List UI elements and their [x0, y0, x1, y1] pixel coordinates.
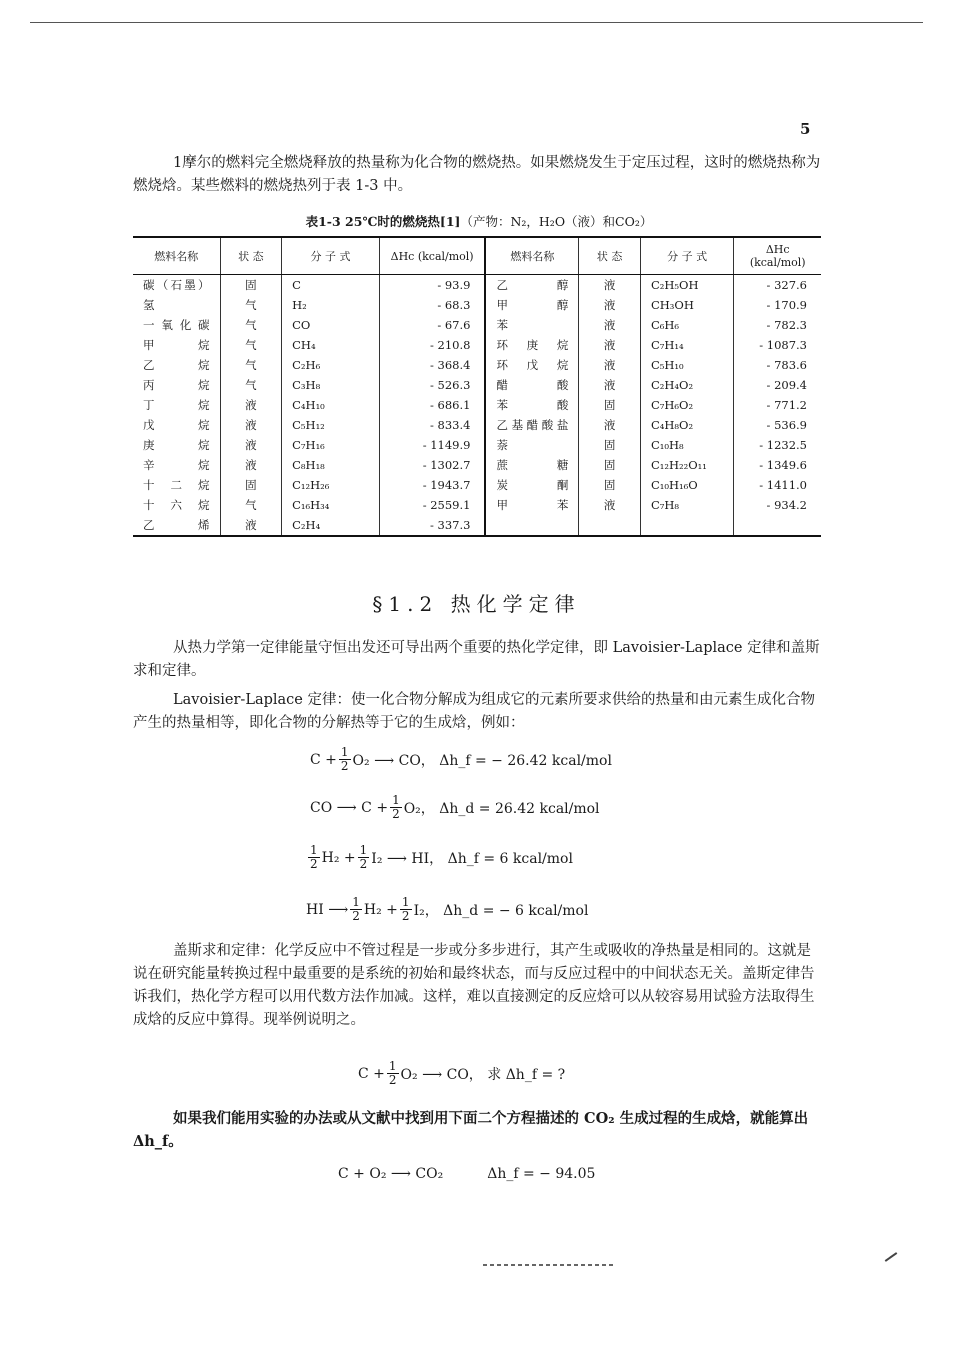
cell-formula: C₁₂H₂₆: [282, 475, 380, 495]
fraction: [308, 844, 320, 871]
fraction: [358, 844, 370, 871]
table-body: [133, 275, 821, 537]
cell-formula: C₄H₈O₂: [640, 415, 733, 435]
fraction-den: 2: [401, 909, 410, 923]
fraction-den: 2: [388, 1073, 397, 1087]
cell-name: 乙烯: [143, 518, 210, 532]
cell-name: 环戊烷: [485, 355, 578, 375]
table-row: [133, 515, 821, 536]
cell-state: 液: [579, 315, 641, 335]
cell-state: 液: [579, 355, 641, 375]
combustion-table: [133, 236, 821, 537]
header-formula: 分 子 式: [282, 237, 380, 275]
header-heat: ΔHc (kcal/mol): [734, 237, 821, 275]
table-row: [133, 415, 821, 435]
cell-formula: C₃H₈: [282, 375, 380, 395]
eq-text: I₂ ⟶ HI， Δh_f = 6 kcal/mol: [371, 850, 573, 867]
footer-dots: [483, 1264, 613, 1266]
caption-title: 表1-3 25℃时的燃烧热[1]: [305, 214, 461, 229]
table-caption: [133, 212, 825, 230]
header-fuel-name: 燃料名称: [133, 237, 220, 275]
cell-name: 甲醇: [485, 295, 578, 315]
table-row: [133, 315, 821, 335]
cell-name: 甲烷: [143, 338, 210, 352]
cell-formula: C₁₀H₁₆O: [640, 475, 733, 495]
cell-value: - 1232.5: [734, 435, 821, 455]
eq-text: C +: [358, 1065, 385, 1082]
cell-formula: C₈H₁₈: [282, 455, 380, 475]
eq-text: O₂ ⟶ CO， Δh_f = − 26.42 kcal/mol: [352, 752, 612, 769]
fraction-num: 1: [392, 793, 400, 807]
table-row: [133, 435, 821, 455]
table-row: [133, 395, 821, 415]
cell-name: 丙烷: [143, 378, 210, 392]
cell-value: - 934.2: [734, 495, 821, 515]
table-row: [133, 275, 821, 296]
if-paragraph: 如果我们能用实验的办法或从文献中找到用下面二个方程描述的 CO₂ 生成过程的生成焓，就能算出 Δh_f。: [133, 1110, 809, 1150]
cell-state: 气: [220, 375, 282, 395]
table-row: [133, 495, 821, 515]
caption-note: （产物：N₂，H₂O（液）和CO₂）: [460, 214, 653, 229]
top-rule: [30, 22, 923, 23]
cell-state: 固: [579, 475, 641, 495]
cell-value: - 170.9: [734, 295, 821, 315]
eq-text: C + O₂ ⟶ CO₂: [338, 1166, 444, 1182]
eq-text: I₂， Δh_d = − 6 kcal/mol: [413, 902, 589, 919]
cell-name: 乙烷: [143, 358, 210, 372]
cell-formula: C₅H₁₂: [282, 415, 380, 435]
cell-name: [485, 515, 578, 536]
table-row: [133, 455, 821, 475]
cell-state: 液: [579, 295, 641, 315]
cell-formula: C₇H₆O₂: [640, 395, 733, 415]
cell-state: 液: [579, 415, 641, 435]
cell-state: 液: [220, 455, 282, 475]
cell-formula: C₂H₄: [282, 515, 380, 536]
cell-formula: C₄H₁₀: [282, 395, 380, 415]
eq-text: O₂， Δh_d = 26.42 kcal/mol: [403, 800, 600, 817]
cell-formula: C₇H₁₄: [640, 335, 733, 355]
table-row: [133, 475, 821, 495]
cell-value: - 771.2: [734, 395, 821, 415]
cell-name: 碳（石墨）: [143, 278, 210, 292]
cell-value: - 1349.6: [734, 455, 821, 475]
cell-state: [579, 515, 641, 536]
fraction-den: 2: [340, 759, 349, 773]
cell-formula: C₁₂H₂₂O₁₁: [640, 455, 733, 475]
cell-formula: CH₃OH: [640, 295, 733, 315]
cell-state: 液: [220, 515, 282, 536]
cell-value: - 526.3: [379, 375, 485, 395]
eq-text: O₂ ⟶ CO， 求 Δh_f = ?: [400, 1066, 566, 1083]
eq-text: HI ⟶: [306, 901, 349, 918]
cell-state: 液: [220, 395, 282, 415]
cell-state: 固: [220, 275, 282, 296]
cell-formula: C₂H₆: [282, 355, 380, 375]
table-row: [133, 335, 821, 355]
fraction-num: 1: [359, 843, 368, 857]
cell-formula: C₁₆H₃₄: [282, 495, 380, 515]
fraction: [390, 794, 402, 821]
cell-formula: C₇H₈: [640, 495, 733, 515]
laws-paragraph: 从热力学第一定律能量守恒出发还可导出两个重要的热化学定律，即 Lavoisier-Laplace 定律和盖斯求和定律。: [133, 640, 820, 679]
cell-value: - 1087.3: [734, 335, 821, 355]
cell-value: - 536.9: [734, 415, 821, 435]
cell-value: - 1149.9: [379, 435, 485, 455]
cell-formula: CH₄: [282, 335, 380, 355]
eq-text: C +: [310, 751, 337, 768]
cell-name: 蔗糖: [485, 455, 578, 475]
cell-name: 乙醇: [485, 275, 578, 296]
fraction: [400, 896, 412, 923]
cell-state: 气: [220, 315, 282, 335]
cell-value: - 68.3: [379, 295, 485, 315]
cell-formula: C₁₀H₈: [640, 435, 733, 455]
lavoisier-paragraph: Lavoisier-Laplace 定律：使一化合物分解成为组成它的元素所要求供给的热量和由元素生成化合物产生的热量相等，即化合物的分解热等于它的生成焓，例如：: [133, 692, 815, 731]
cell-value: - 337.3: [379, 515, 485, 536]
header-state: 状 态: [579, 237, 641, 275]
cell-name: 十二烷: [143, 478, 210, 492]
cell-name: 苯酸: [485, 395, 578, 415]
eq-text: CO ⟶ C +: [310, 799, 389, 816]
cell-value: - 327.6: [734, 275, 821, 296]
cell-state: 固: [579, 455, 641, 475]
cell-state: 液: [579, 335, 641, 355]
section-title: §1.2 热化学定律: [372, 592, 581, 616]
fraction-num: 1: [340, 745, 349, 759]
cell-state: 气: [220, 335, 282, 355]
page-number: 5: [800, 120, 811, 138]
cell-value: - 67.6: [379, 315, 485, 335]
cell-formula: C₂H₅OH: [640, 275, 733, 296]
cell-name: 乙基醋酸盐: [485, 415, 578, 435]
cell-formula: CO: [282, 315, 380, 335]
cell-state: 液: [579, 375, 641, 395]
fraction-den: 2: [392, 807, 400, 821]
equation-hi-decomposition: [306, 896, 588, 923]
eq-text: H₂ +: [363, 901, 398, 918]
cell-state: 气: [220, 355, 282, 375]
cell-formula: C₅H₁₀: [640, 355, 733, 375]
cell-value: - 2559.1: [379, 495, 485, 515]
fraction: [350, 896, 362, 923]
fraction: [387, 1060, 399, 1087]
cell-state: 液: [579, 275, 641, 296]
cell-value: - 783.6: [734, 355, 821, 375]
cell-value: - 93.9: [379, 275, 485, 296]
equation-co-question: [358, 1060, 565, 1087]
scan-mark: [885, 1252, 898, 1262]
cell-name: 醋酸: [485, 375, 578, 395]
fraction: [339, 746, 351, 773]
cell-formula: C₆H₆: [640, 315, 733, 335]
cell-name: 辛烷: [143, 458, 210, 472]
table-row: [133, 295, 821, 315]
cell-name: 萘: [485, 435, 578, 455]
header-fuel-name: 燃料名称: [485, 237, 578, 275]
cell-formula: H₂: [282, 295, 380, 315]
cell-value: [734, 515, 821, 536]
cell-name: 甲苯: [485, 495, 578, 515]
cell-state: 液: [579, 495, 641, 515]
equation-co-formation: [310, 746, 612, 773]
cell-state: 固: [579, 395, 641, 415]
cell-formula: C: [282, 275, 380, 296]
cell-value: - 368.4: [379, 355, 485, 375]
header-heat: ΔHc (kcal/mol): [379, 237, 485, 275]
cell-name: 一氧化碳: [143, 318, 210, 332]
cell-state: 固: [220, 475, 282, 495]
cell-name: 十六烷: [143, 498, 210, 512]
cell-value: - 782.3: [734, 315, 821, 335]
cell-state: 液: [220, 435, 282, 455]
cell-value: - 686.1: [379, 395, 485, 415]
equation-hi-formation: [306, 844, 573, 871]
cell-state: 固: [579, 435, 641, 455]
table-row: [133, 375, 821, 395]
intro-paragraph: 1摩尔的燃料完全燃烧释放的热量称为化合物的燃烧热。如果燃烧发生于定压过程，这时的燃烧热称为燃烧焓。某些燃料的燃烧热列于表 1-3 中。: [133, 155, 821, 194]
fraction-den: 2: [359, 857, 368, 871]
cell-name: 环庚烷: [485, 335, 578, 355]
cell-value: - 1943.7: [379, 475, 485, 495]
cell-value: - 210.8: [379, 335, 485, 355]
cell-state: 气: [220, 295, 282, 315]
fraction-num: 1: [310, 843, 318, 857]
table-row: [133, 355, 821, 375]
eq-text: H₂ +: [321, 849, 356, 866]
cell-name: 苯: [485, 315, 578, 335]
equation-co-decomposition: [310, 794, 600, 821]
cell-name: 氢: [143, 298, 155, 312]
eq-text: Δh_f = − 94.05: [487, 1166, 596, 1182]
cell-formula: C₂H₄O₂: [640, 375, 733, 395]
fraction-num: 1: [388, 1059, 397, 1073]
cell-state: 液: [220, 415, 282, 435]
cell-value: - 209.4: [734, 375, 821, 395]
hess-paragraph: 盖斯求和定律：化学反应中不管过程是一步或分多步进行，其产生或吸收的净热量是相同的。这就是说在研究能量转换过程中最重要的是系统的初始和最终状态，而与反应过程中的中间状态无关。盖斯定律告诉我们，热化学方程可以用代数方法作加减。这样，难以直接测定的反应焓可以从较容易用试验方法取得生成焓的反应中算得。现举例说明之。: [133, 943, 815, 1028]
header-formula: 分 子 式: [640, 237, 733, 275]
fraction-num: 1: [401, 895, 410, 909]
cell-name: 炭酮: [485, 475, 578, 495]
cell-name: 丁烷: [143, 398, 210, 412]
cell-formula: [640, 515, 733, 536]
cell-value: - 1411.0: [734, 475, 821, 495]
cell-name: 庚烷: [143, 438, 210, 452]
equation-co2-formation: [338, 1166, 595, 1182]
cell-name: 戊烷: [143, 418, 210, 432]
table-header-row: [133, 237, 821, 275]
fraction-den: 2: [310, 857, 318, 871]
fraction-den: 2: [352, 909, 360, 923]
header-state: 状 态: [220, 237, 282, 275]
cell-value: - 1302.7: [379, 455, 485, 475]
fraction-num: 1: [352, 895, 360, 909]
cell-formula: C₇H₁₆: [282, 435, 380, 455]
cell-state: 气: [220, 495, 282, 515]
cell-value: - 833.4: [379, 415, 485, 435]
